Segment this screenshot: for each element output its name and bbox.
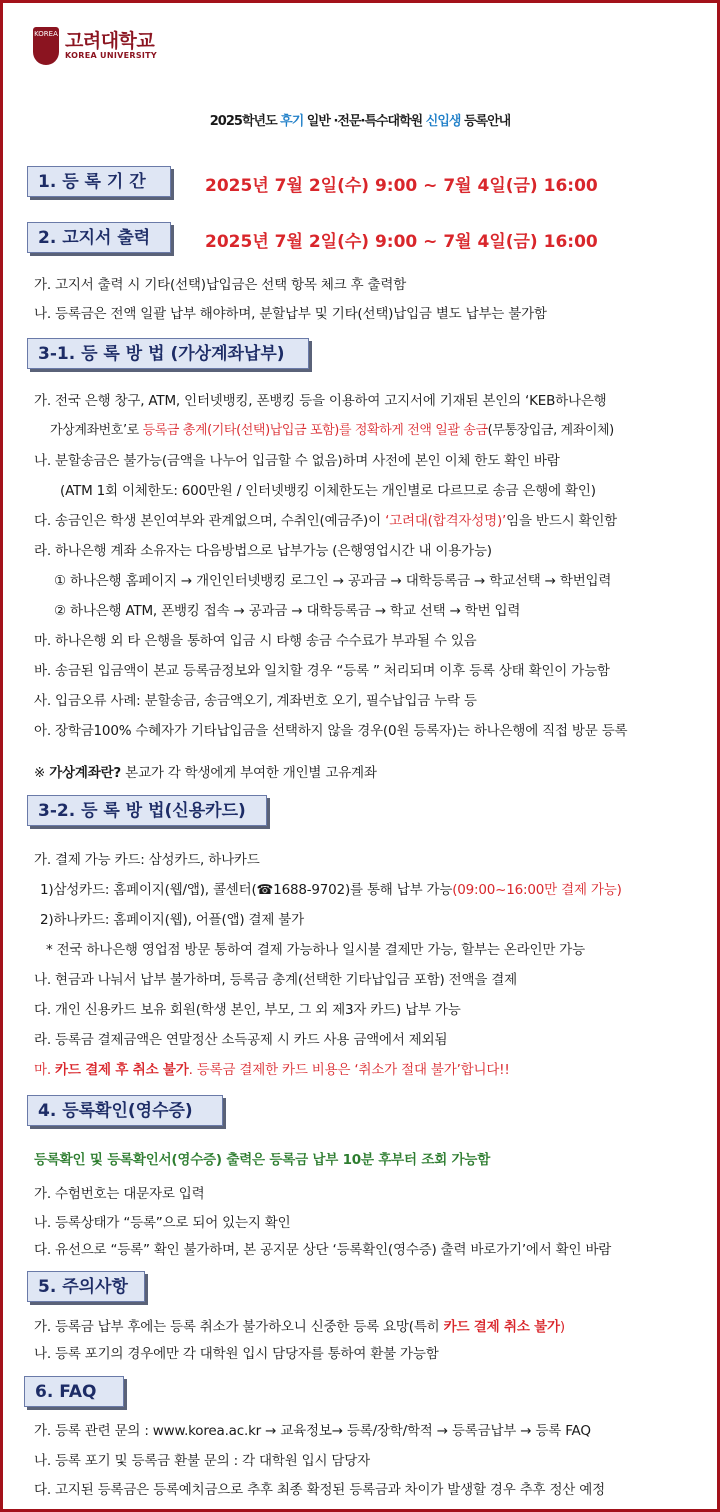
registration-period: 2025년 7월 2일(수) 9:00 ~ 7월 4일(금) 16:00 (205, 176, 598, 196)
list-item: 다. 고지된 등록금은 등록예치금으로 추후 최종 확정된 등록금과 차이가 발생할 경우 추후 정산 예정 (34, 1482, 605, 1498)
list-item: 아. 장학금100% 수혜자가 기타납입금을 선택하지 않을 경우(0원 등록자)는 하나은행에 직접 방문 등록 (34, 723, 628, 739)
list-item: 나. 등록금은 전액 일괄 납부 해야하며, 분할납부 및 기타(선택)납입금 별도 납부는 불가함 (34, 306, 547, 322)
list-item: 다. 개인 신용카드 보유 회원(학생 본인, 부모, 그 외 제3자 카드) 납부 가능 (34, 1002, 461, 1018)
list-item: 나. 등록 포기 및 등록금 환불 문의 : 각 대학원 입시 담당자 (34, 1453, 370, 1469)
section-2-heading: 2. 고지서 출력 (27, 222, 171, 253)
list-item: 나. 분할송금은 불가능(금액을 나누어 입금할 수 없음)하며 사전에 본인 이체 한도 확인 바람 (34, 453, 560, 469)
page-title: 2025학년도 후기 일반 ·전문·특수대학원 신입생 등록안내 (209, 114, 511, 129)
section-3-2-heading: 3-2. 등 록 방 법(신용카드) (27, 795, 267, 826)
list-item: 가상계좌번호’로 등록금 총계(기타(선택)납입금 포함)를 정확하게 전액 일괄 송금(무통장입금, 계좌이체) (50, 423, 614, 438)
list-item: 바. 송금된 입금액이 본교 등록금정보와 일치할 경우 “등록 ” 처리되며 이후 등록 상태 확인이 가능함 (34, 663, 610, 679)
list-item: 나. 현금과 나눠서 납부 불가하며, 등록금 총계(선택한 기타납입금 포함) 전액을 결제 (34, 972, 517, 988)
list-item: 가. 고지서 출력 시 기타(선택)납입금은 선택 항목 체크 후 출력함 (34, 277, 407, 293)
list-item: (ATM 1회 이체한도: 600만원 / 인터넷뱅킹 이체한도는 개인별로 다르므로 송금 은행에 확인) (60, 483, 596, 499)
crest-icon: KOREA (33, 27, 59, 65)
section-1-heading: 1. 등 록 기 간 (27, 166, 171, 197)
university-logo (33, 27, 157, 65)
card-cancel-warning: 마. 카드 결제 후 취소 불가. 등록금 결제한 카드 비용은 ‘취소가 절대 불가’합니다!! (34, 1062, 510, 1078)
list-item: 가. 수험번호는 대문자로 입력 (34, 1186, 205, 1202)
faq-contact: 가. 등록 관련 문의 : www.korea.ac.kr → 교육정보→ 등록/장학/학적 → 등록금납부 → 등록 FAQ (34, 1423, 591, 1439)
list-item: 사. 입금오류 사례: 분할송금, 송금액오기, 계좌번호 오기, 필수납입금 누락 등 (34, 693, 477, 709)
list-item: 라. 등록금 결제금액은 연말정산 소득공제 시 카드 사용 금액에서 제외됨 (34, 1032, 448, 1048)
list-item: 2)하나카드: 홈페이지(웹), 어플(앱) 결제 불가 (40, 912, 304, 928)
receipt-notice: 등록확인 및 등록확인서(영수증) 출력은 등록금 납부 10분 후부터 조회 가능함 (34, 1152, 491, 1168)
logo-korean: 고려대학교 (65, 30, 155, 52)
list-item: 나. 등록 포기의 경우에만 각 대학원 입시 담당자를 통하여 환불 가능함 (34, 1346, 439, 1362)
list-item: 가. 전국 은행 창구, ATM, 인터넷뱅킹, 폰뱅킹 등을 이용하여 고지서에 기재된 본인의 ‘KEB하나은행 (34, 393, 607, 409)
bill-print-period: 2025년 7월 2일(수) 9:00 ~ 7월 4일(금) 16:00 (205, 232, 598, 252)
virtual-account-note: ※ 가상계좌란? 본교가 각 학생에게 부여한 개인별 고유계좌 (34, 765, 377, 781)
list-item: 라. 하나은행 계좌 소유자는 다음방법으로 납부가능 (은행영업시간 내 이용가능) (34, 543, 492, 559)
section-5-heading: 5. 주의사항 (27, 1271, 145, 1302)
section-6-heading: 6. FAQ (24, 1376, 124, 1407)
section-4-heading: 4. 등록확인(영수증) (27, 1095, 223, 1126)
list-item: 가. 결제 가능 카드: 삼성카드, 하나카드 (34, 852, 260, 868)
list-item: ② 하나은행 ATM, 폰뱅킹 접속 → 공과금 → 대학등록금 → 학교 선택 → 학번 입력 (54, 603, 521, 619)
list-item: * 전국 하나은행 영업점 방문 통하여 결제 가능하나 일시불 결제만 가능, 할부는 온라인만 가능 (46, 942, 585, 958)
list-item: 가. 등록금 납부 후에는 등록 취소가 불가하오니 신중한 등록 요망(특히 카드 결제 취소 불가) (34, 1319, 565, 1335)
list-item: 다. 송금인은 학생 본인여부와 관계없으며, 수취인(예금주)이 ‘고려대(합격자성명)’임을 반드시 확인함 (34, 513, 618, 529)
logo-english: KOREA UNIVERSITY (65, 51, 158, 60)
section-3-1-heading: 3-1. 등 록 방 법 (가상계좌납부) (27, 338, 309, 369)
list-item: 나. 등록상태가 “등록”으로 되어 있는지 확인 (34, 1215, 291, 1231)
list-item: ① 하나은행 홈페이지 → 개인인터넷뱅킹 로그인 → 공과금 → 대학등록금 → 학교선택 → 학번입력 (54, 573, 612, 589)
list-item: 마. 하나은행 외 타 은행을 통하여 입금 시 타행 송금 수수료가 부과될 수 있음 (34, 633, 477, 649)
list-item: 다. 유선으로 “등록” 확인 불가하며, 본 공지문 상단 ‘등록확인(영수증) 출력 바로가기’에서 확인 바람 (34, 1242, 612, 1258)
list-item: 1)삼성카드: 홈페이지(웹/앱), 콜센터(☎1688-9702)를 통해 납부 가능(09:00~16:00만 결제 가능) (40, 882, 622, 898)
